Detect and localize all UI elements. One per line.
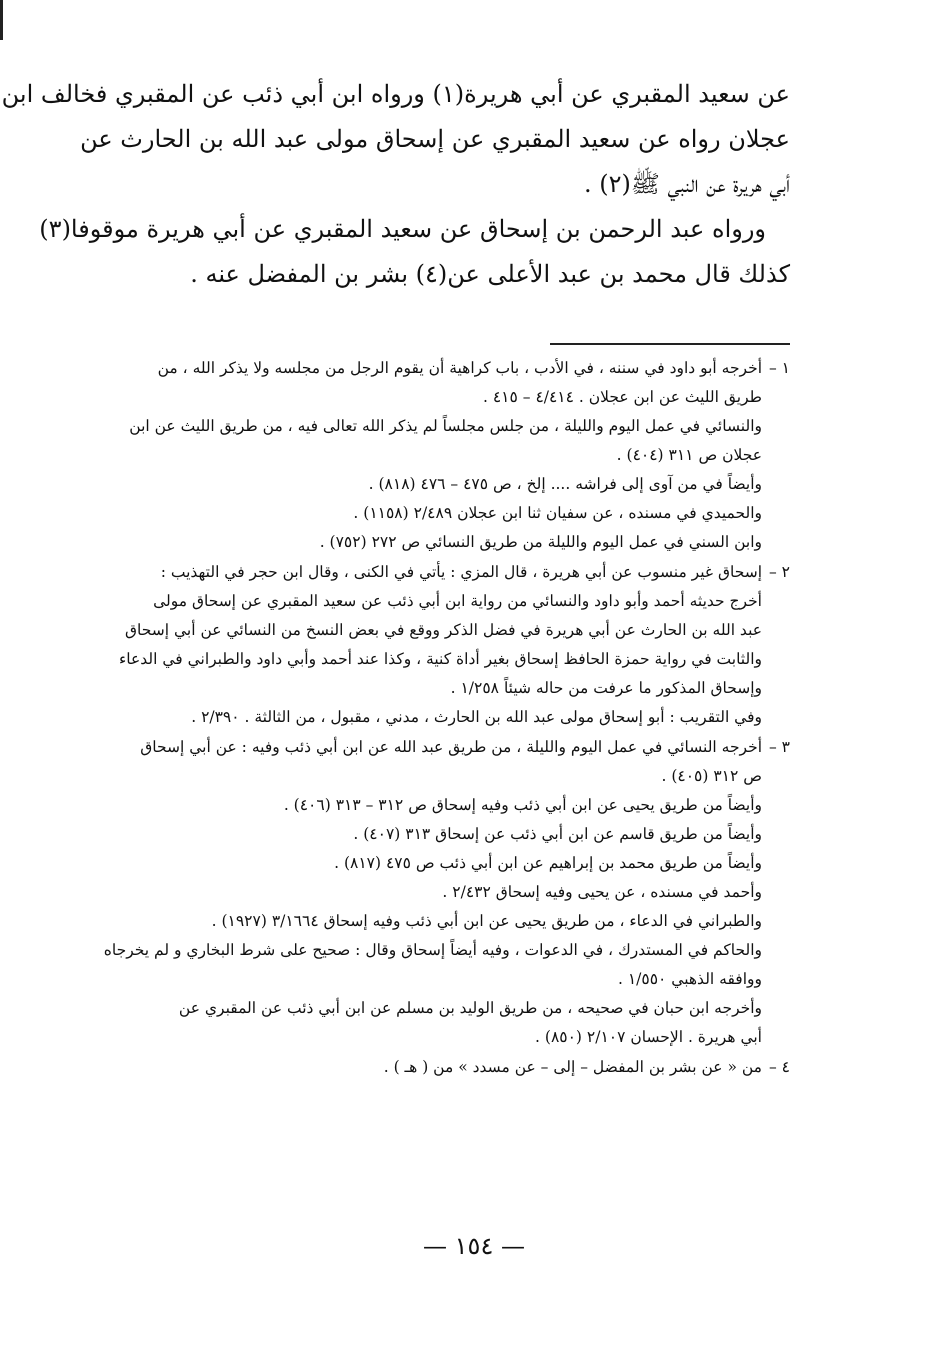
footnote-line: وإسحاق المذكور ما عرفت من حاله شيئاً ١/٢٥٨ .	[450, 679, 762, 697]
footnote-line: والحميدي في مسنده ، عن سفيان ثنا ابن عجلان ٢/٤٨٩ (١١٥٨) .	[353, 504, 762, 522]
footnote-line: من « عن بشر بن المفضل – إلى – عن مسدد » من ( هـ ) .	[383, 1058, 762, 1076]
footnotes	[103, 354, 790, 1082]
main-line: كذلك قال محمد بن عبد الأعلى عن(٤) بشر بن المفضل عنه .	[190, 260, 790, 288]
footnote-number: ٤ –	[768, 1058, 790, 1076]
footnote-line: أخرجه النسائي في عمل اليوم والليلة ، من طريق عبد الله عن ابن أبي ذئب وفيه : عن أبي إسحاق	[140, 738, 762, 756]
footnote-line: وأيضاً من طريق محمد بن إبراهيم عن ابن أبي ذئب ص ٤٧٥ (٨١٧) .	[334, 854, 762, 872]
main-line: ورواه عبد الرحمن بن إسحاق عن سعيد المقبري عن أبي هريرة موقوفا(٣)	[39, 215, 766, 243]
footnote-divider	[550, 343, 790, 345]
footnote-line: وفي التقريب : أبو إسحاق مولى عبد الله بن الحارث ، مدني ، مقبول ، من الثالثة . ٢/٣٩٠ .	[191, 708, 762, 726]
footnote-number: ٣ –	[768, 738, 790, 756]
main-line: عن سعيد المقبري عن أبي هريرة(١) ورواه ابن أبي ذئب عن المقبري فخالف ابن	[1, 80, 790, 108]
footnote-4	[145, 1053, 790, 1082]
footnote-line: عجلان ص ٣١١ (٤٠٤) .	[616, 446, 762, 464]
footnote-line: ووافقه الذهبي ١/٥٥٠ .	[617, 970, 762, 988]
main-line: عجلان رواه عن سعيد المقبري عن إسحاق مولى عبد الله بن الحارث عن	[80, 125, 790, 153]
footnote-1	[129, 354, 790, 557]
footnote-line: وأخرجه ابن حبان في صحيحه ، من طريق الوليد بن مسلم عن ابن أبي ذئب عن المقبري عن	[178, 999, 762, 1017]
footnote-line: وابن السني في عمل اليوم والليلة من طريق النسائي ص ٢٧٢ (٧٥٢) .	[319, 533, 762, 551]
footnote-line: أبي هريرة . الإحسان ٢/١٠٧ (٨٥٠) .	[535, 1028, 762, 1046]
footnote-body	[104, 733, 762, 1052]
footnote-line: وأيضاً من طريق يحيى عن ابن أبي ذئب وفيه إسحاق ص ٣١٢ – ٣١٣ (٤٠٦) .	[283, 796, 762, 814]
footnote-line: طريق الليث عن ابن عجلان . ٤/٤١٤ – ٤١٥ .	[482, 388, 762, 406]
footnote-body	[129, 354, 762, 557]
footnote-line: والطبراني في الدعاء ، من طريق يحيى عن ابن أبي ذئب وفيه إسحاق ٣/١٦٦٤ (١٩٢٧) .	[211, 912, 762, 930]
footnote-line: وأيضاً في من آوى إلى فراشه .... إلخ ، ص ٤٧٥ – ٤٧٦ (٨١٨) .	[368, 475, 762, 493]
footnote-line: والحاكم في المستدرك ، في الدعوات ، وفيه أيضاً إسحاق وقال : صحيح على شرط البخاري و لم يخرجاه	[103, 941, 762, 959]
page-number: — ١٥٤ —	[423, 1232, 525, 1260]
footnote-2	[118, 558, 790, 732]
main-text	[1, 72, 790, 297]
footnote-line: أخرج حديثه أحمد وأبو داود والنسائي من رواية ابن أبي ذئب عن سعيد المقبري عن إسحاق مولى	[153, 592, 762, 610]
footnote-line: والثابت في رواية حمزة الحافظ إسحاق بغير أداة كنية ، وكذا عند أحمد وأبي داود والطبراني في الدعاء	[118, 650, 762, 668]
footnote-line: وأيضاً من طريق قاسم عن ابن أبي ذئب عن إسحاق ٣١٣ (٤٠٧) .	[353, 825, 762, 843]
main-line: أبي هريرة عن النبي ﷺ(٢) .	[584, 170, 790, 198]
footnote-body	[145, 1053, 762, 1082]
scan-edge-mark	[0, 0, 3, 40]
footnote-line: وأحمد في مسنده ، عن يحيى وفيه إسحاق ٢/٤٣٢ .	[442, 883, 762, 901]
footnote-line: أخرجه أبو داود في سننه ، في الأدب ، باب كراهية أن يقوم الرجل من مجلسه ولا يذكر الله ، من	[157, 359, 762, 377]
footnote-line: عبد الله بن الحارث عن أبي هريرة في فضل الذكر ووقع في بعض النسخ من النسائي عن أبي إسحاق	[125, 621, 762, 639]
footnote-line: والنسائي في عمل اليوم والليلة ، من جلس مجلساً لم يذكر الله تعالى فيه ، من طريق الليث عن ابن	[129, 417, 762, 435]
footnote-line: ص ٣١٢ (٤٠٥) .	[661, 767, 762, 785]
footnote-body	[119, 558, 762, 732]
footnote-line: إسحاق غير منسوب عن أبي هريرة ، قال المزي : يأتي في الكنى ، وقال ابن حجر في التهذيب :	[160, 563, 762, 581]
footnote-3	[103, 733, 790, 1052]
footnote-number: ١ –	[768, 359, 790, 377]
footnote-number: ٢ –	[768, 563, 790, 581]
